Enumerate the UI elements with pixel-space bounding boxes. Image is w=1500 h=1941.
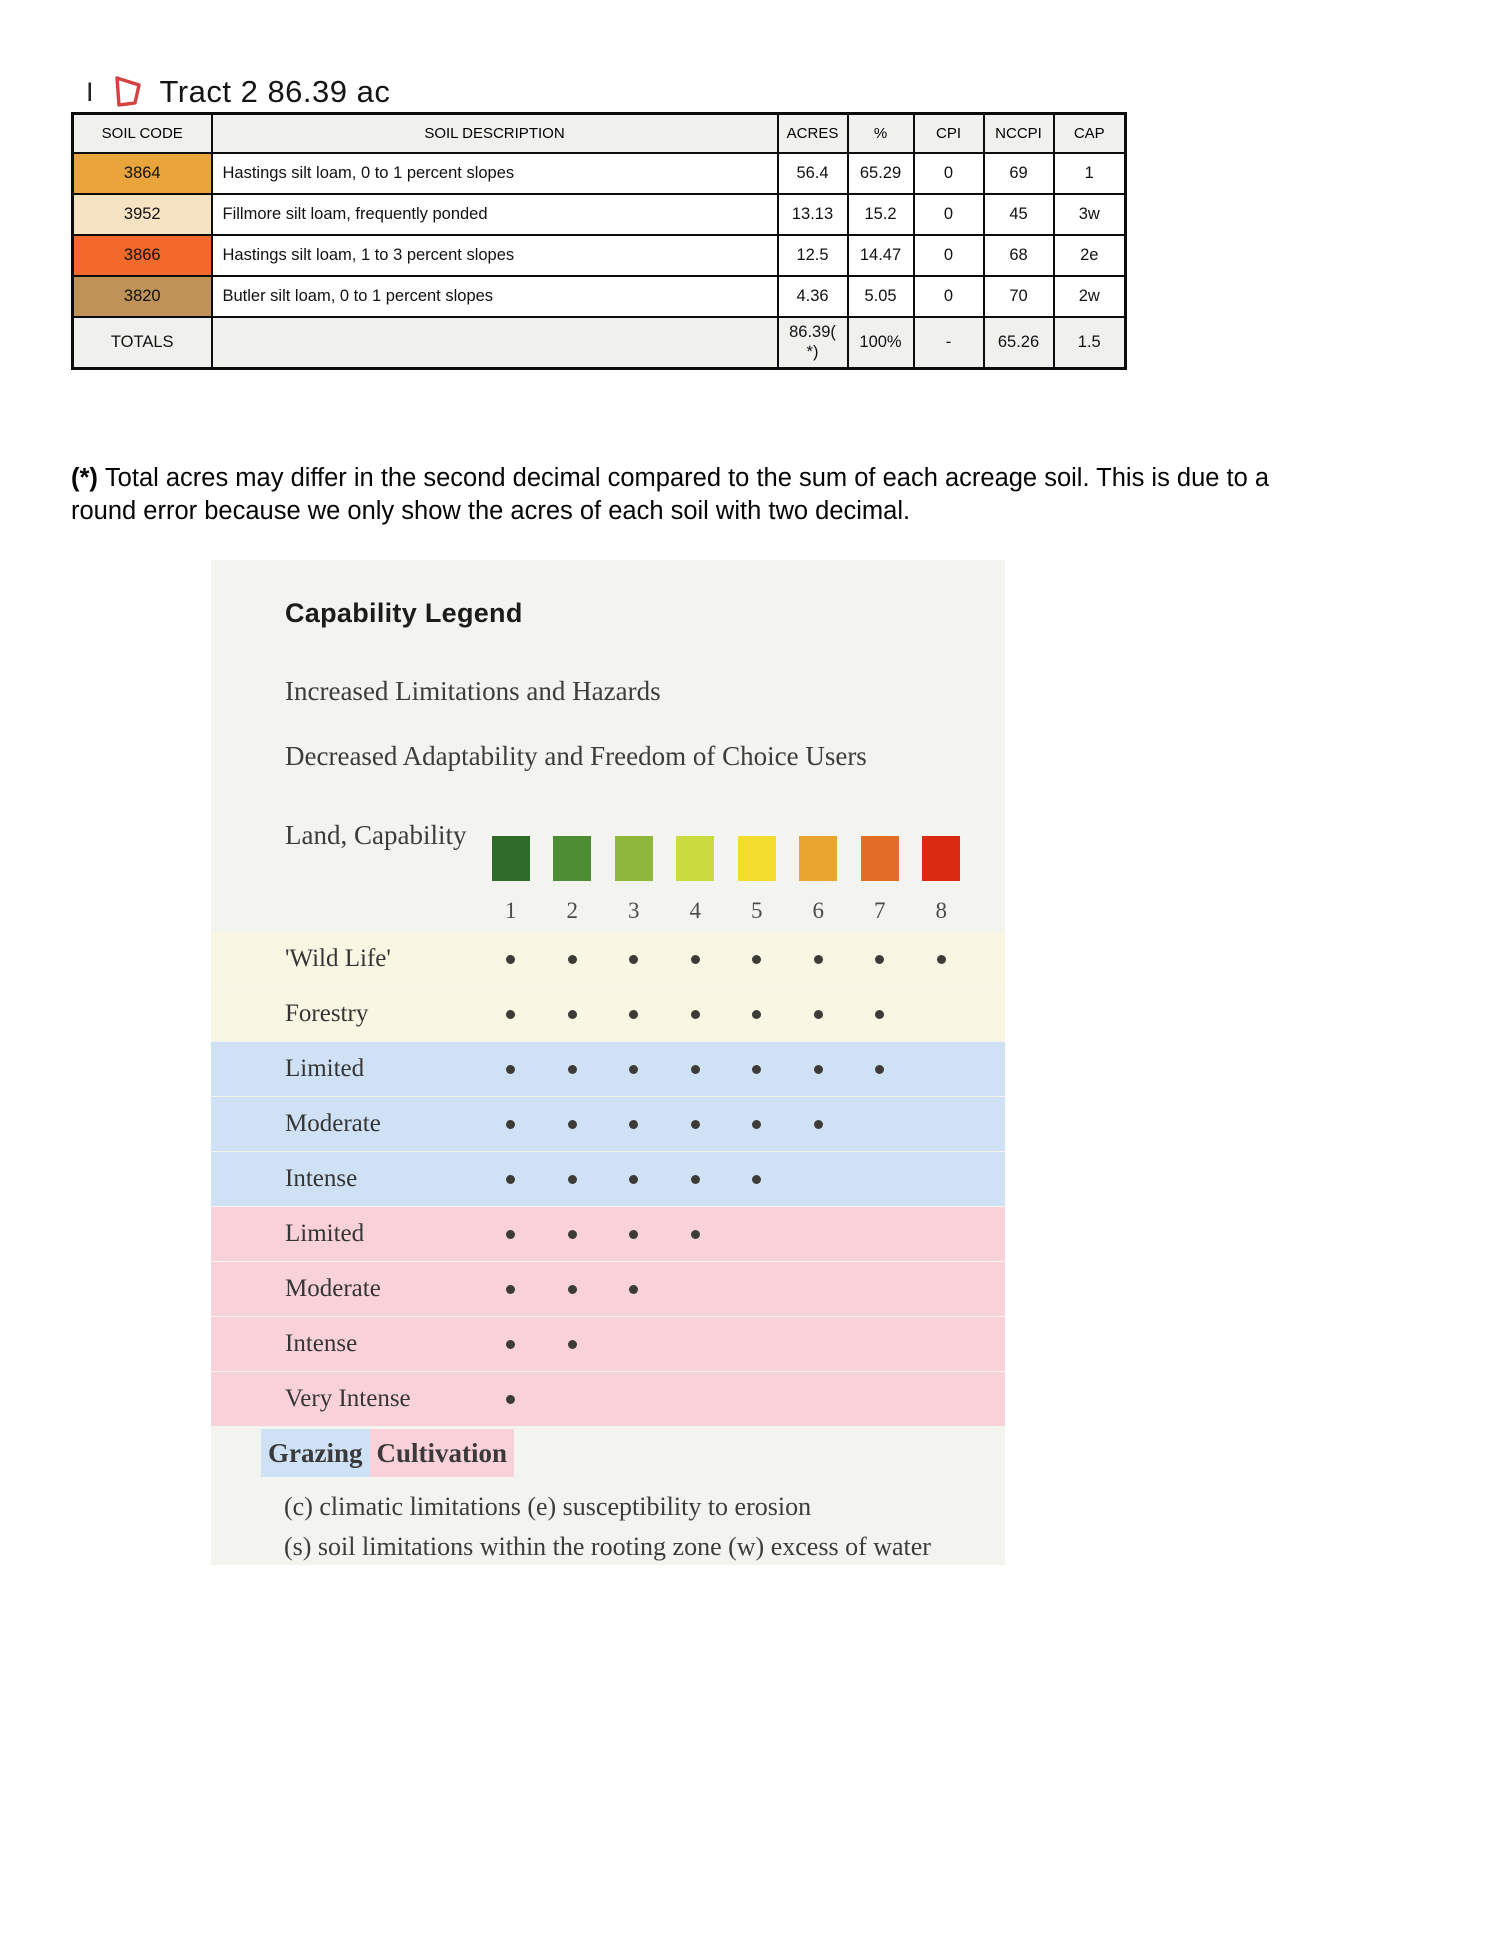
capability-legend: [211, 560, 1005, 1565]
nccpi-cell: 70: [984, 276, 1054, 317]
percent-cell: 5.05: [848, 276, 914, 317]
matrix-row-wild-life: [211, 932, 1005, 986]
matrix-cell: [603, 1262, 665, 1316]
matrix-row-label: Limited: [285, 1220, 365, 1247]
capability-swatch-4: [676, 836, 714, 881]
matrix-cell: [665, 1152, 727, 1206]
matrix-cell: [726, 1262, 788, 1316]
scale-number: 1: [505, 898, 517, 923]
matrix-cell: [849, 1042, 911, 1096]
matrix-cell: [542, 1097, 604, 1151]
matrix-cell: [542, 1152, 604, 1206]
matrix-row-label: Limited: [285, 1055, 365, 1082]
matrix-cell: [665, 1207, 727, 1261]
totals-acres: 86.39( *): [778, 317, 848, 369]
cpi-cell: 0: [914, 235, 984, 276]
capability-dot: [875, 1010, 884, 1019]
cap-cell: 3w: [1054, 194, 1126, 235]
legend-title: Capability Legend: [285, 598, 523, 628]
capability-color-scale: [480, 836, 972, 881]
matrix-row-grazing-intense: [211, 1152, 1005, 1206]
matrix-cell: [665, 932, 727, 986]
capability-dot: [568, 1175, 577, 1184]
matrix-cell: [788, 1207, 850, 1261]
totals-percent: 100%: [848, 317, 914, 369]
matrix-row-grazing-limited: [211, 1042, 1005, 1096]
cpi-cell: 0: [914, 276, 984, 317]
matrix-dots: [480, 1372, 972, 1426]
capability-swatch-7: [861, 836, 899, 881]
matrix-cell: [849, 1207, 911, 1261]
matrix-cell: [480, 1317, 542, 1371]
matrix-cell: [788, 1042, 850, 1096]
matrix-cell: [603, 1152, 665, 1206]
table-row: [73, 194, 1126, 235]
matrix-row-cultivation-limited: [211, 1207, 1005, 1261]
capability-dot: [629, 1065, 638, 1074]
matrix-row-cultivation-very-intense: [211, 1372, 1005, 1426]
matrix-cell: [603, 1207, 665, 1261]
matrix-cell: [726, 1042, 788, 1096]
table-row: [73, 153, 1126, 194]
matrix-cell: [726, 1207, 788, 1261]
matrix-row-label: Forestry: [285, 1000, 369, 1027]
col-header-soil-code: SOIL CODE: [73, 114, 212, 153]
capability-dot: [691, 1175, 700, 1184]
matrix-cell: [542, 1372, 604, 1426]
matrix-row-label: Intense: [285, 1165, 358, 1192]
capability-dot: [691, 1230, 700, 1239]
capability-dot: [875, 955, 884, 964]
capability-swatch-5: [738, 836, 776, 881]
capability-swatch-6: [799, 836, 837, 881]
capability-dot: [814, 1010, 823, 1019]
soil-description-cell: Hastings silt loam, 1 to 3 percent slopes: [212, 235, 778, 276]
matrix-cell: [849, 1262, 911, 1316]
capability-dot: [506, 1395, 515, 1404]
capability-dot: [752, 955, 761, 964]
legend-note-soil-water: (s) soil limitations within the rooting zone (w) excess of water: [284, 1532, 931, 1561]
matrix-cell: [849, 987, 911, 1041]
cap-cell: 2e: [1054, 235, 1126, 276]
totals-description: [212, 317, 778, 369]
soil-code-cell: 3866: [73, 235, 212, 276]
capability-swatch-1: [492, 836, 530, 881]
capability-matrix: [211, 932, 1005, 1427]
matrix-dots: [480, 1207, 972, 1261]
matrix-dots: [480, 1097, 972, 1151]
soil-code-cell: 3864: [73, 153, 212, 194]
capability-dot: [691, 1010, 700, 1019]
table-row: [73, 276, 1126, 317]
scale-number: 5: [751, 898, 763, 923]
col-header-soil-description: SOIL DESCRIPTION: [212, 114, 778, 153]
matrix-cell: [542, 1262, 604, 1316]
capability-dot: [568, 1120, 577, 1129]
matrix-cell: [542, 1317, 604, 1371]
capability-dot: [568, 1230, 577, 1239]
capability-dot: [506, 1010, 515, 1019]
table-footnote: [71, 462, 1339, 528]
nccpi-cell: 45: [984, 194, 1054, 235]
capability-dot: [629, 1230, 638, 1239]
scale-number: 3: [628, 898, 640, 923]
matrix-cell: [726, 987, 788, 1041]
soil-code-cell: 3952: [73, 194, 212, 235]
soil-description-cell: Butler silt loam, 0 to 1 percent slopes: [212, 276, 778, 317]
capability-dot: [752, 1065, 761, 1074]
matrix-cell: [480, 1372, 542, 1426]
totals-cap: 1.5: [1054, 317, 1126, 369]
capability-dot: [814, 1120, 823, 1129]
matrix-row-label: Intense: [285, 1330, 358, 1357]
matrix-row-forestry: [211, 987, 1005, 1041]
capability-dot: [506, 1065, 515, 1074]
matrix-cell: [849, 1372, 911, 1426]
acres-cell: 56.4: [778, 153, 848, 194]
cap-cell: 1: [1054, 153, 1126, 194]
matrix-cell: [726, 932, 788, 986]
matrix-dots: [480, 1042, 972, 1096]
soil-description-cell: Hastings silt loam, 0 to 1 percent slopes: [212, 153, 778, 194]
capability-dot: [814, 955, 823, 964]
capability-dot: [629, 1120, 638, 1129]
capability-swatch-3: [615, 836, 653, 881]
matrix-cell: [480, 932, 542, 986]
capability-dot: [629, 1285, 638, 1294]
scale-number: 6: [812, 898, 824, 923]
capability-dot: [752, 1120, 761, 1129]
matrix-cell: [665, 1317, 727, 1371]
scale-label: Land, Capability: [285, 820, 467, 850]
nccpi-cell: 69: [984, 153, 1054, 194]
cap-cell: 2w: [1054, 276, 1126, 317]
capability-dot: [752, 1175, 761, 1184]
capability-dot: [937, 955, 946, 964]
matrix-cell: [480, 1262, 542, 1316]
capability-dot: [629, 1010, 638, 1019]
matrix-cell: [542, 1042, 604, 1096]
matrix-row-label: Moderate: [285, 1110, 381, 1137]
table-row: [73, 235, 1126, 276]
matrix-cell: [911, 1152, 973, 1206]
tract-header: [86, 70, 390, 114]
col-header-cpi: CPI: [914, 114, 984, 153]
matrix-cell: [849, 1317, 911, 1371]
capability-dot: [814, 1065, 823, 1074]
percent-cell: 15.2: [848, 194, 914, 235]
matrix-cell: [849, 932, 911, 986]
matrix-dots: [480, 987, 972, 1041]
matrix-cell: [788, 1152, 850, 1206]
matrix-cell: [788, 1097, 850, 1151]
matrix-cell: [726, 1372, 788, 1426]
col-header-cap: CAP: [1054, 114, 1126, 153]
matrix-cell: [911, 1097, 973, 1151]
totals-row: [73, 317, 1126, 369]
matrix-cell: [726, 1097, 788, 1151]
matrix-cell: [603, 987, 665, 1041]
matrix-cell: [849, 1152, 911, 1206]
matrix-cell: [480, 987, 542, 1041]
scale-number: 2: [566, 898, 578, 923]
capability-dot: [691, 1065, 700, 1074]
totals-label: TOTALS: [73, 317, 212, 369]
footnote-text: Total acres may differ in the second decimal compared to the sum of each acreage soil. This is due to a round error because we only show the acres of each soil with two decimal.: [71, 464, 1270, 525]
grazing-key: Grazing: [261, 1429, 370, 1477]
capability-dot: [506, 1120, 515, 1129]
col-header-nccpi: NCCPI: [984, 114, 1054, 153]
capability-dot: [506, 1230, 515, 1239]
capability-dot: [629, 1175, 638, 1184]
capability-dot: [568, 1340, 577, 1349]
matrix-cell: [542, 1207, 604, 1261]
matrix-cell: [665, 1262, 727, 1316]
capability-dot: [506, 1285, 515, 1294]
matrix-cell: [665, 1097, 727, 1151]
matrix-section-keys: [261, 1438, 514, 1469]
legend-subtitle-adaptability: Decreased Adaptability and Freedom of Choice Users: [285, 741, 867, 771]
matrix-cell: [603, 932, 665, 986]
matrix-cell: [911, 1207, 973, 1261]
capability-dot: [629, 955, 638, 964]
matrix-cell: [480, 1152, 542, 1206]
matrix-cell: [665, 1042, 727, 1096]
matrix-row-label: Very Intense: [285, 1385, 411, 1412]
footnote-marker: (*): [71, 464, 98, 492]
matrix-cell: [665, 987, 727, 1041]
col-header-percent: %: [848, 114, 914, 153]
matrix-dots: [480, 1317, 972, 1371]
cpi-cell: 0: [914, 194, 984, 235]
matrix-cell: [603, 1042, 665, 1096]
totals-nccpi: 65.26: [984, 317, 1054, 369]
legend-subtitle-limitations: Increased Limitations and Hazards: [285, 676, 661, 706]
matrix-cell: [911, 932, 973, 986]
matrix-row-label: Moderate: [285, 1275, 381, 1302]
matrix-cell: [542, 987, 604, 1041]
matrix-cell: [788, 1262, 850, 1316]
matrix-cell: [788, 932, 850, 986]
matrix-cell: [480, 1042, 542, 1096]
matrix-cell: [788, 1372, 850, 1426]
capability-dot: [875, 1065, 884, 1074]
matrix-cell: [911, 1317, 973, 1371]
matrix-row-cultivation-intense: [211, 1317, 1005, 1371]
scale-number: 8: [935, 898, 947, 923]
soil-description-cell: Fillmore silt loam, frequently ponded: [212, 194, 778, 235]
tract-prefix: I: [86, 76, 94, 107]
tract-title: Tract 2 86.39 ac: [159, 74, 391, 109]
capability-dot: [752, 1010, 761, 1019]
matrix-dots: [480, 1152, 972, 1206]
matrix-dots: [480, 1262, 972, 1316]
capability-dot: [691, 955, 700, 964]
acres-cell: 13.13: [778, 194, 848, 235]
capability-dot: [506, 1175, 515, 1184]
cpi-cell: 0: [914, 153, 984, 194]
matrix-cell: [911, 1372, 973, 1426]
legend-note-climatic-erosion: (c) climatic limitations (e) susceptibility to erosion: [284, 1492, 812, 1521]
capability-dot: [568, 1010, 577, 1019]
matrix-cell: [542, 932, 604, 986]
matrix-row-label: 'Wild Life': [285, 945, 391, 972]
totals-cpi: -: [914, 317, 984, 369]
capability-dot: [568, 1065, 577, 1074]
matrix-cell: [603, 1097, 665, 1151]
matrix-cell: [849, 1097, 911, 1151]
capability-scale-numbers: [480, 898, 972, 924]
matrix-cell: [726, 1317, 788, 1371]
capability-swatch-8: [922, 836, 960, 881]
matrix-cell: [603, 1317, 665, 1371]
table-header-row: [73, 114, 1126, 153]
matrix-cell: [480, 1207, 542, 1261]
capability-dot: [691, 1120, 700, 1129]
matrix-cell: [726, 1152, 788, 1206]
capability-dot: [568, 1285, 577, 1294]
matrix-cell: [788, 1317, 850, 1371]
matrix-dots: [480, 932, 972, 986]
capability-swatch-2: [553, 836, 591, 881]
scale-number: 4: [689, 898, 701, 923]
soil-table: [71, 112, 1127, 370]
matrix-cell: [480, 1097, 542, 1151]
capability-dot: [568, 955, 577, 964]
soil-code-cell: 3820: [73, 276, 212, 317]
acres-cell: 12.5: [778, 235, 848, 276]
percent-cell: 14.47: [848, 235, 914, 276]
col-header-acres: ACRES: [778, 114, 848, 153]
capability-dot: [506, 955, 515, 964]
matrix-cell: [665, 1372, 727, 1426]
tract-polygon-icon: [107, 73, 147, 111]
capability-dot: [506, 1340, 515, 1349]
nccpi-cell: 68: [984, 235, 1054, 276]
cultivation-key: Cultivation: [370, 1429, 515, 1477]
matrix-cell: [603, 1372, 665, 1426]
scale-number: 7: [874, 898, 886, 923]
acres-cell: 4.36: [778, 276, 848, 317]
percent-cell: 65.29: [848, 153, 914, 194]
matrix-cell: [788, 987, 850, 1041]
matrix-cell: [911, 987, 973, 1041]
matrix-cell: [911, 1042, 973, 1096]
matrix-row-grazing-moderate: [211, 1097, 1005, 1151]
matrix-row-cultivation-moderate: [211, 1262, 1005, 1316]
matrix-cell: [911, 1262, 973, 1316]
